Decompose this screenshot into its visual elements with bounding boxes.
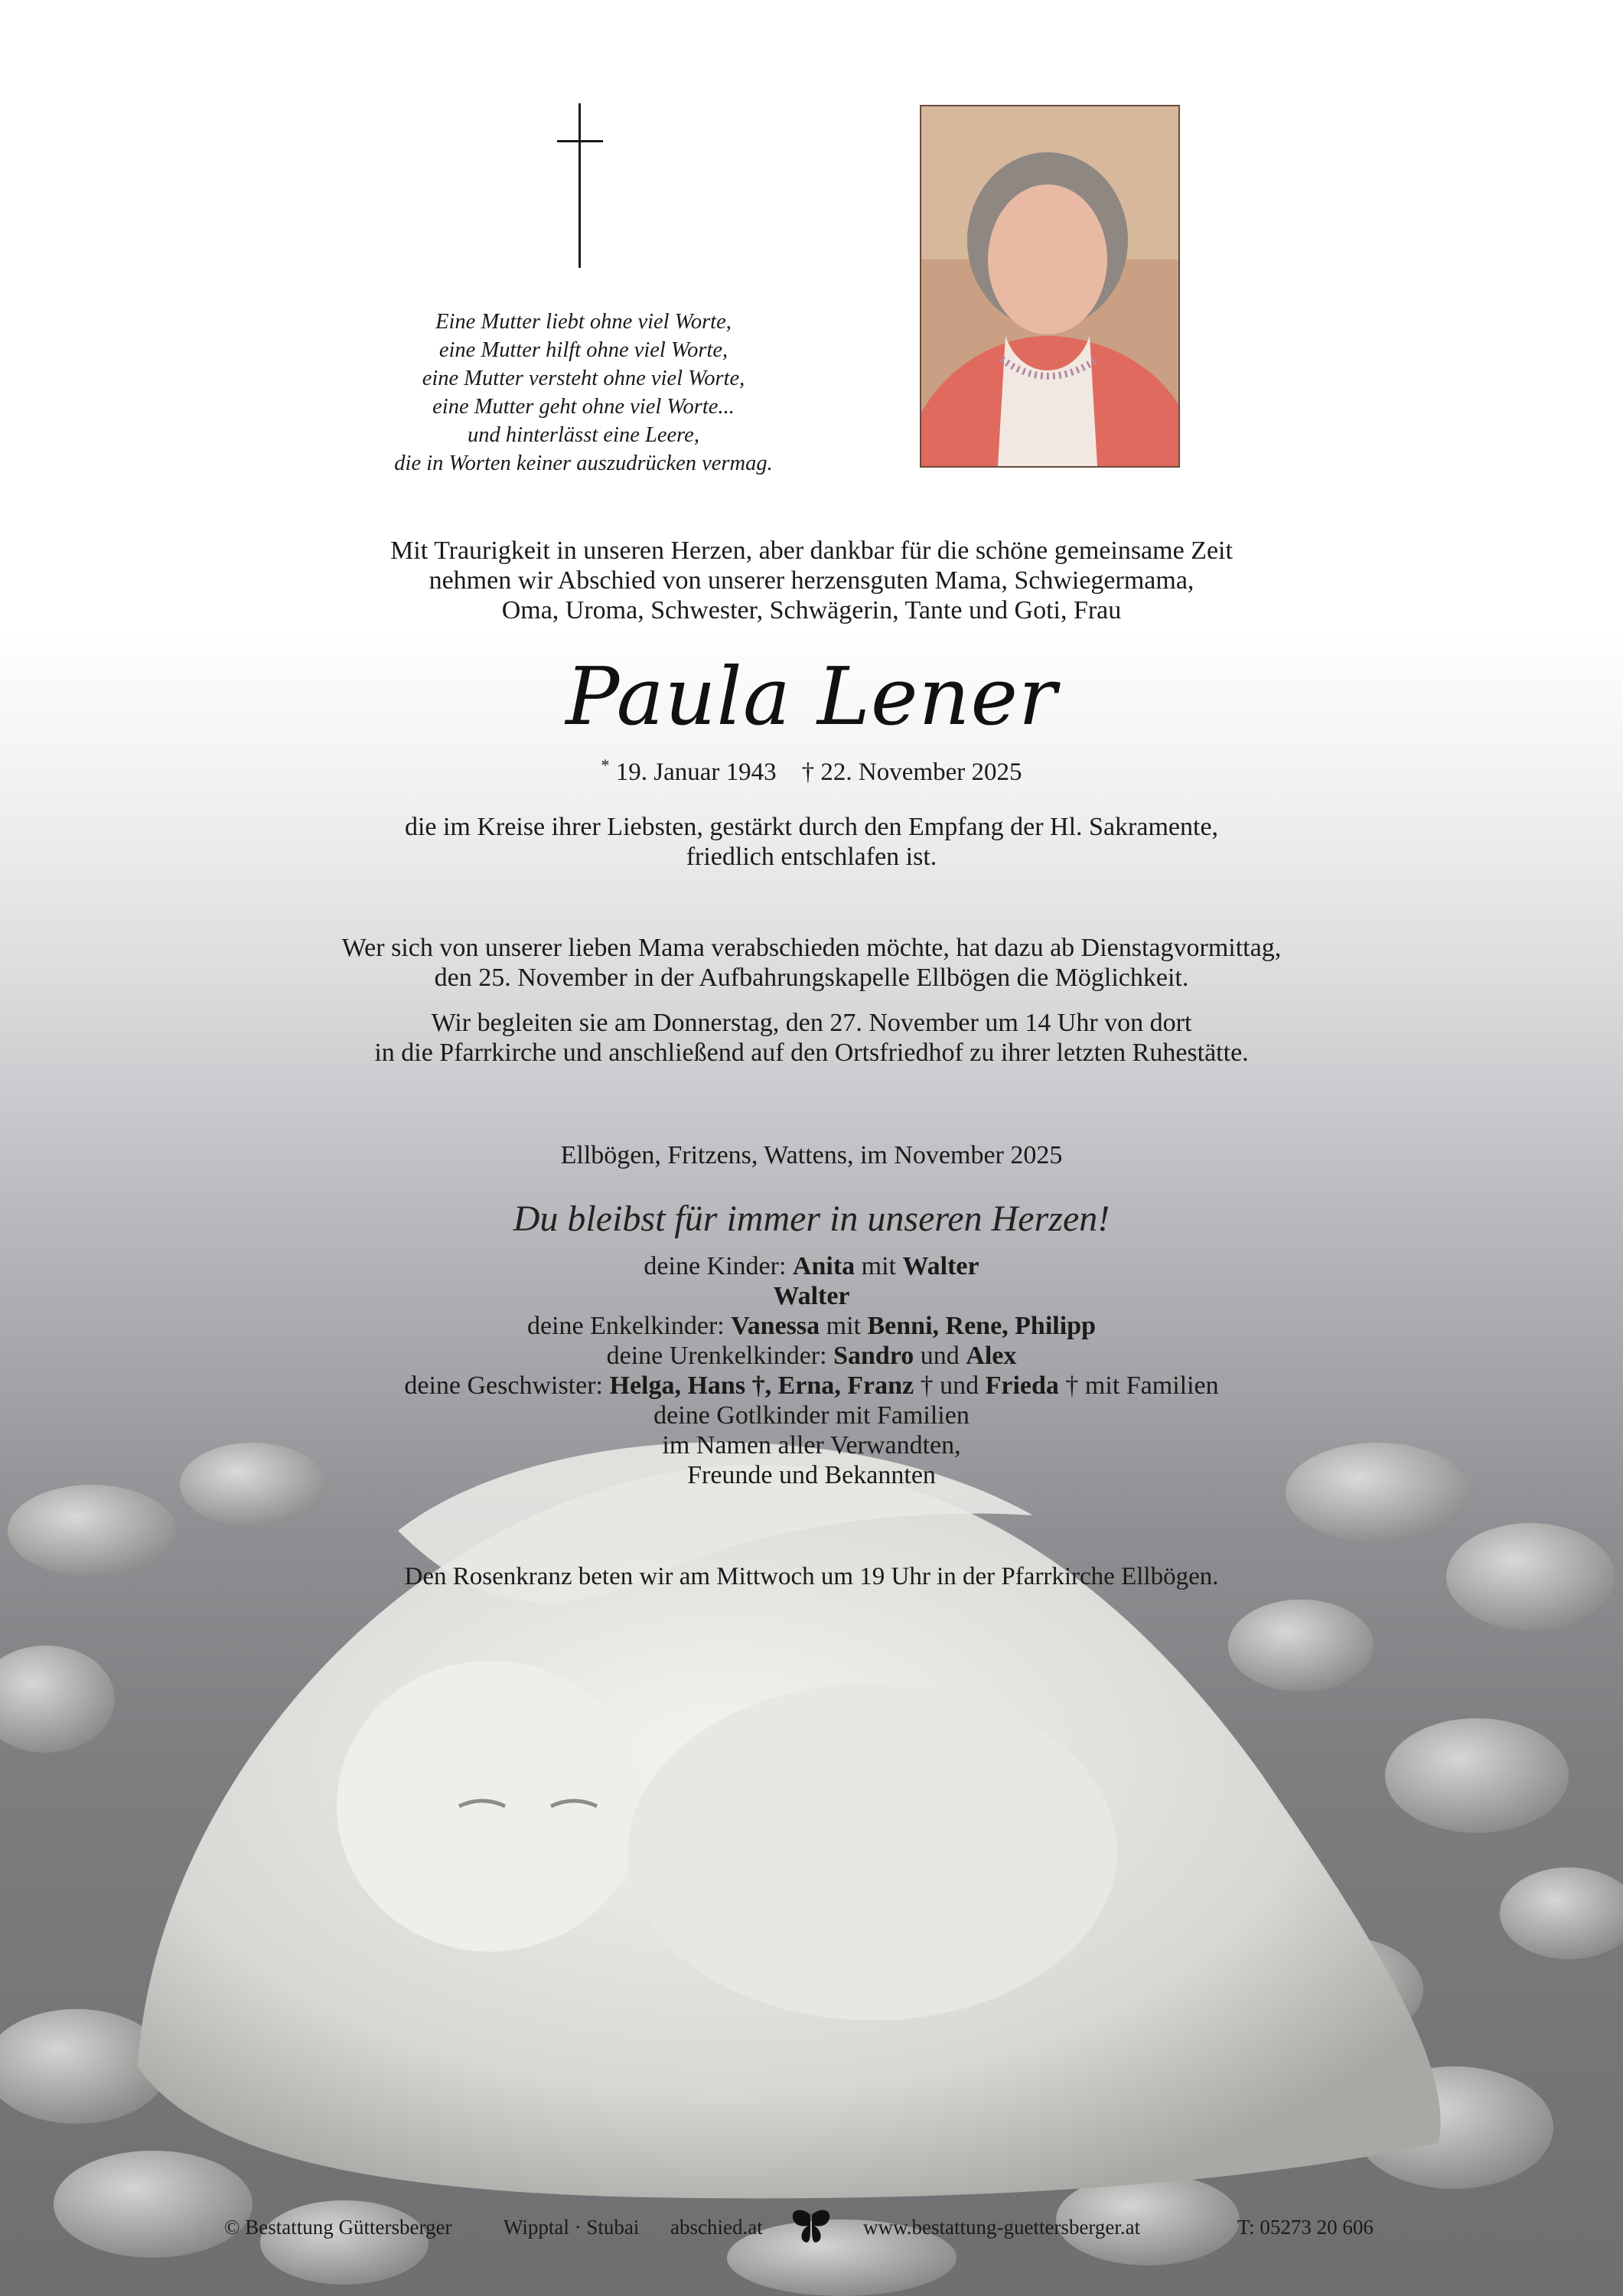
forever-in-our-hearts: Du bleibst für immer in unseren Herzen! (513, 1199, 1110, 1239)
rosary-text: Den Rosenkranz beten wir am Mittwoch um 19 Uhr in der Pfarrkirche Ellbögen. (404, 1563, 1219, 1590)
godchildren-line: deine Gotlkinder mit Familien (653, 1401, 970, 1430)
deceased-name: Paula Lener (565, 650, 1058, 743)
great-grandchildren-line (0, 1341, 1623, 1371)
phone-number: T: 05273 20 606 (1237, 2216, 1374, 2239)
great-grandchild-name: Sandro (833, 1342, 914, 1370)
children-line (0, 1251, 1623, 1281)
poem-line: eine Mutter hilft ohne viel Worte, (438, 338, 728, 362)
site-short-link[interactable]: abschied.at (670, 2216, 763, 2239)
passing-line: friedlich entschlafen ist. (686, 843, 937, 871)
website-link[interactable]: www.bestattung-guettersberger.at (863, 2216, 1141, 2239)
region-text: Wipptal · Stubai (504, 2216, 640, 2239)
dagger-symbol: † (920, 1371, 934, 1400)
funeral-line: in die Pfarrkirche und anschließend auf den Ortsfriedhof zu ihrer letzten Ruhestätte. (374, 1039, 1249, 1067)
funeral-text (0, 1008, 1623, 1068)
poem-line: und hinterlässt eine Leere, (468, 423, 699, 447)
birth-date: 19. Januar 1943 (615, 758, 777, 786)
child-name: Walter (773, 1282, 850, 1310)
poem-line: die in Worten keiner auszudrücken vermag. (394, 452, 773, 475)
viewing-line: den 25. November in der Aufbahrungskapelle Ellbögen die Möglichkeit. (434, 964, 1189, 992)
connector: und (920, 1342, 960, 1370)
siblings-label: deine Geschwister: (404, 1371, 603, 1400)
portrait-photo (920, 105, 1180, 468)
children-label: deine Kinder: (644, 1252, 787, 1280)
funeral-line: Wir begleiten sie am Donnerstag, den 27. November um 14 Uhr von dort (431, 1009, 1192, 1037)
child-name: Anita (792, 1252, 855, 1280)
intro-line: nehmen wir Abschied von unserer herzensguten Mama, Schwiegermama, (429, 566, 1194, 595)
place-date: Ellbögen, Fritzens, Wattens, im November 2025 (560, 1141, 1063, 1169)
child-partner-name: Walter (902, 1252, 979, 1280)
life-dates (0, 749, 1623, 788)
poem-line: eine Mutter geht ohne viel Worte... (432, 395, 735, 419)
connector: mit (861, 1252, 896, 1280)
poem (344, 308, 823, 478)
viewing-line: Wer sich von unserer lieben Mama verabschieden möchte, hat dazu ab Dienstagvormittag, (341, 934, 1282, 962)
sibling-name: Frieda (985, 1371, 1059, 1400)
grandchild-partner-names: Benni, Rene, Philipp (867, 1312, 1096, 1340)
poem-line: eine Mutter versteht ohne viel Worte, (422, 367, 745, 390)
passing-line: die im Kreise ihrer Liebsten, gestärkt durch den Empfang der Hl. Sakramente, (404, 813, 1219, 841)
poem-line: Eine Mutter liebt ohne viel Worte, (435, 310, 732, 334)
siblings-suffix: † mit Familien (1065, 1371, 1219, 1400)
family-list (0, 1251, 1623, 1490)
children-line-2 (0, 1281, 1623, 1311)
cross-icon (557, 103, 603, 268)
grandchild-name: Vanessa (731, 1312, 820, 1340)
connector: mit (826, 1312, 861, 1340)
passing-text (0, 812, 1623, 872)
grandchildren-label: deine Enkelkinder: (526, 1312, 725, 1340)
great-grandchild-name: Alex (966, 1342, 1017, 1370)
intro-text (0, 536, 1623, 625)
viewing-text (0, 933, 1623, 993)
friends-line: Freunde und Bekannten (687, 1461, 936, 1489)
connector: und (940, 1371, 979, 1400)
butterfly-icon (791, 2207, 831, 2244)
copyright-text: © Bestattung Güttersberger (224, 2216, 452, 2239)
intro-line: Oma, Uroma, Schwester, Schwägerin, Tante und Goti, Frau (501, 596, 1122, 625)
death-date: † 22. November 2025 (801, 758, 1022, 786)
grandchildren-line (0, 1311, 1623, 1341)
relatives-line: im Namen aller Verwandten, (662, 1431, 961, 1459)
sibling-names: Helga, Hans †, Erna, Franz (609, 1371, 914, 1400)
great-grandchildren-label: deine Urenkelkinder: (606, 1342, 827, 1370)
intro-line: Mit Traurigkeit in unseren Herzen, aber dankbar für die schöne gemeinsame Zeit (390, 536, 1233, 565)
birth-symbol: * (601, 755, 610, 775)
siblings-line (0, 1371, 1623, 1401)
